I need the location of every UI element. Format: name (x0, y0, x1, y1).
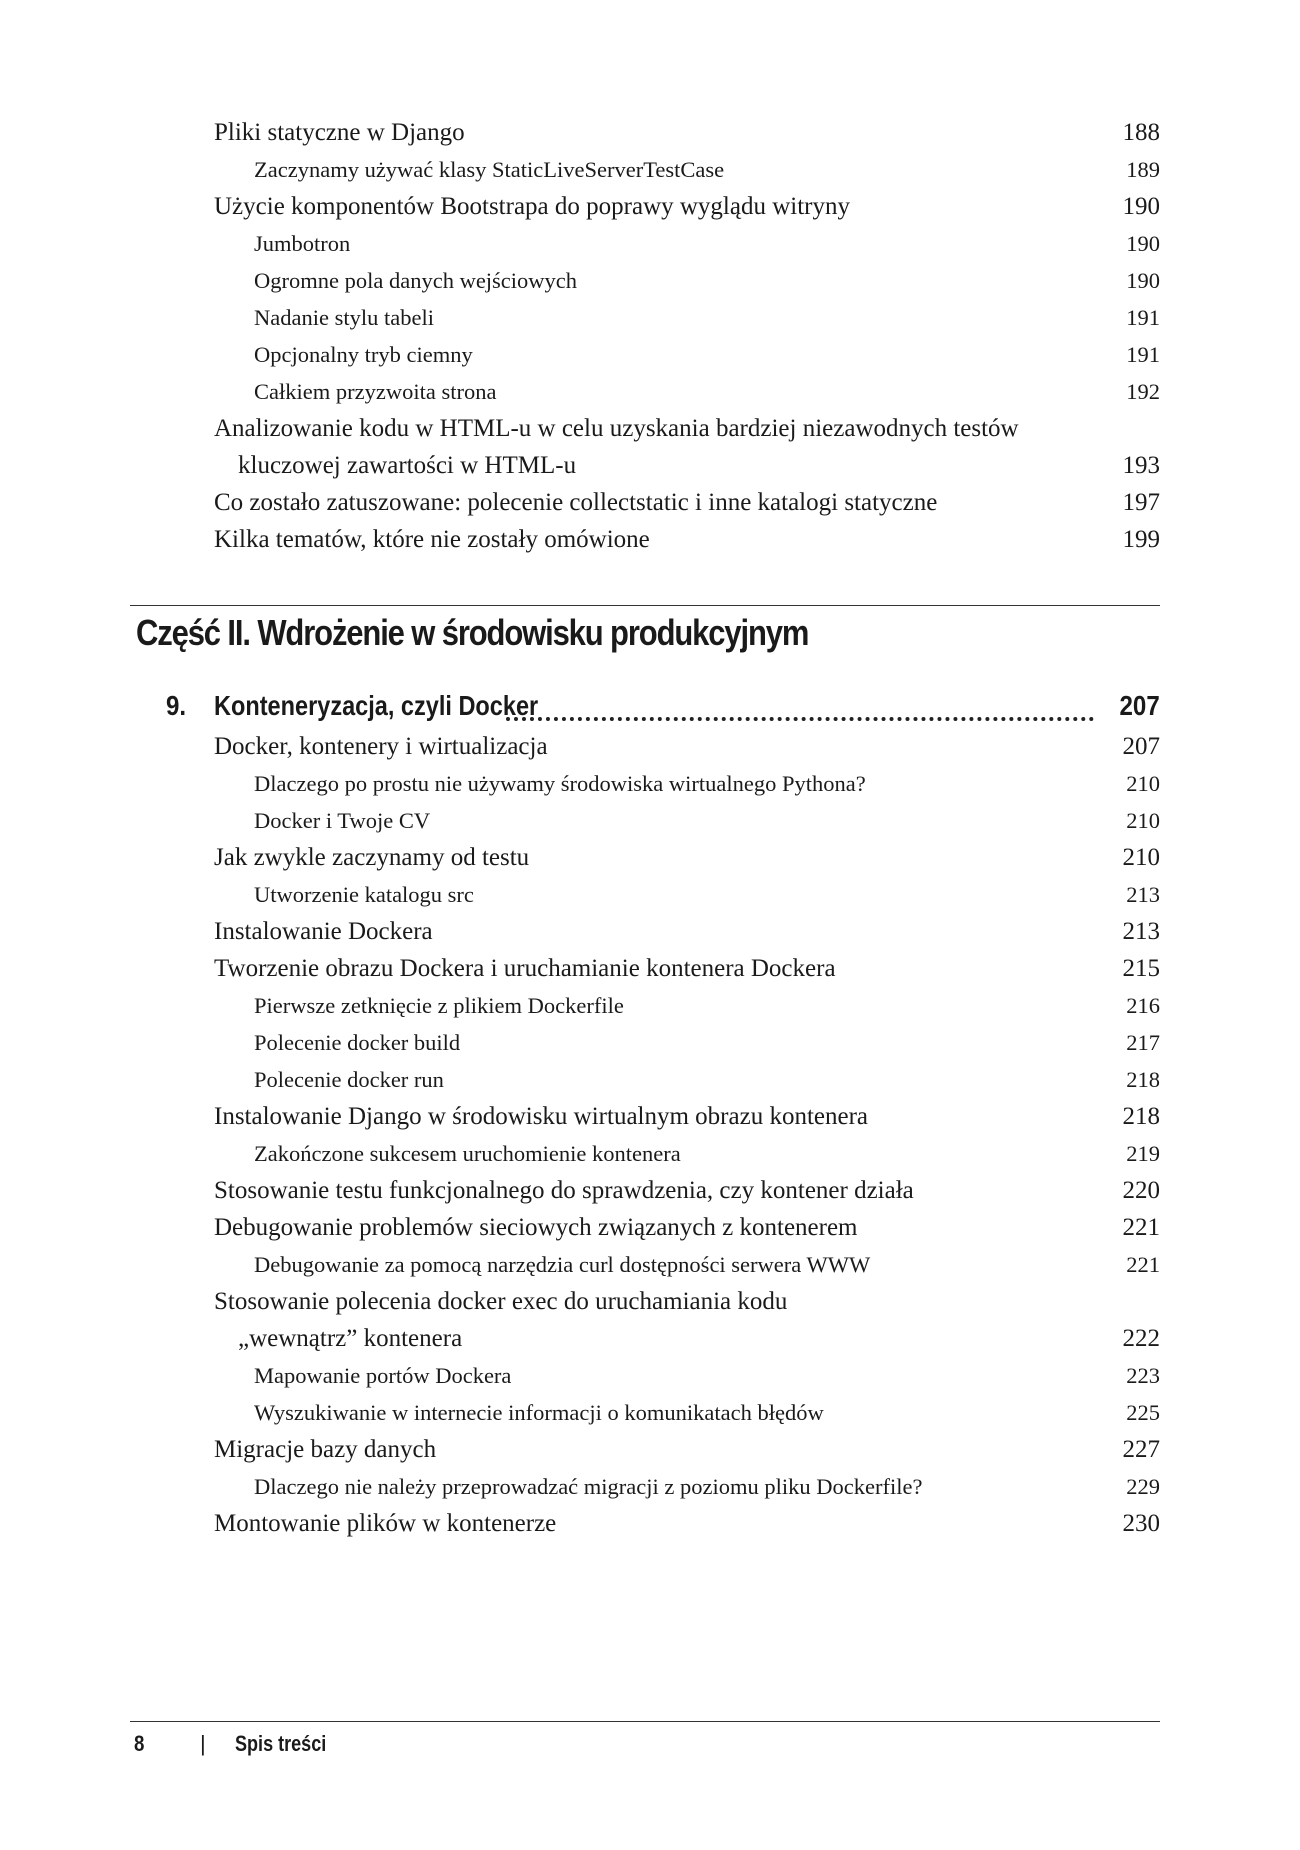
toc-entry[interactable] (214, 728, 1160, 765)
toc-entry-title: Analizowanie kodu w HTML-u w celu uzyskania bardziej niezawodnych testów (214, 415, 1019, 442)
toc-entry-title: Debugowanie problemów sieciowych związanych z kontenerem (214, 1214, 858, 1241)
toc-entry-page: 189 (1126, 157, 1160, 182)
toc-entry-title: Stosowanie polecenia docker exec do uruchamiania kodu (214, 1288, 788, 1315)
toc-entry[interactable] (214, 839, 1160, 876)
toc-entry-title: Opcjonalny tryb ciemny (254, 342, 473, 367)
toc-entry-title: Co zostało zatuszowane: polecenie collectstatic i inne katalogi statyczne (214, 489, 938, 516)
toc-entry-page: 210 (1126, 808, 1160, 833)
toc-entry-page: 197 (1122, 489, 1160, 516)
toc-entry-page: 192 (1126, 379, 1160, 404)
toc-entry-page: 191 (1126, 305, 1160, 330)
toc-entry-page: 215 (1122, 955, 1160, 982)
toc-entry-page: 210 (1126, 771, 1160, 796)
toc-entry-page: 207 (1122, 733, 1160, 760)
toc-entry[interactable] (214, 913, 1160, 950)
footer-page-number: 8 (134, 1731, 145, 1756)
toc-subentry[interactable] (214, 299, 1160, 336)
footer-rule (130, 1721, 1160, 1722)
toc-entry-page: 191 (1126, 342, 1160, 367)
footer-section-title: Spis treści (235, 1731, 327, 1756)
dot-leader (506, 717, 1094, 721)
toc-entry-page: 213 (1126, 882, 1160, 907)
toc-entry-title: Pliki statyczne w Django (214, 119, 465, 146)
toc-entry-page: 220 (1122, 1177, 1160, 1204)
toc-entry-page: 229 (1126, 1474, 1160, 1499)
toc-entry[interactable] (214, 950, 1160, 987)
toc-entry-title: Instalowanie Dockera (214, 918, 433, 945)
toc-entry-title: Ogromne pola danych wejściowych (254, 268, 578, 293)
chapter-number: 9. (166, 690, 187, 721)
toc-entry-title: Jumbotron (254, 231, 351, 256)
toc-entry-page: 221 (1126, 1252, 1160, 1277)
toc-entry-page: 188 (1122, 119, 1160, 146)
toc-entry-page: 218 (1126, 1067, 1160, 1092)
toc-entry[interactable] (214, 410, 1160, 484)
toc-entry-page: 210 (1122, 844, 1160, 871)
toc-entry-page: 218 (1122, 1103, 1160, 1130)
toc-subentry[interactable] (214, 1468, 1160, 1505)
chapter-title: Konteneryzacja, czyli Docker (214, 690, 539, 721)
toc-subentry[interactable] (214, 876, 1160, 913)
toc-subentry[interactable] (214, 225, 1160, 262)
toc-entry[interactable] (214, 1283, 1160, 1357)
toc-subentry[interactable] (214, 1135, 1160, 1172)
toc-entry[interactable] (214, 1172, 1160, 1209)
toc-entry-page: 199 (1122, 526, 1160, 553)
toc-entry-title: Migracje bazy danych (214, 1436, 437, 1463)
toc-entry-title: Stosowanie testu funkcjonalnego do sprawdzenia, czy kontener działa (214, 1177, 914, 1204)
toc-entry[interactable] (214, 1209, 1160, 1246)
toc-entry-page: 227 (1122, 1436, 1160, 1463)
toc-entry[interactable] (214, 521, 1160, 558)
chapter-page: 207 (1119, 690, 1160, 721)
toc-entry-page: 190 (1126, 231, 1160, 256)
toc-subentry[interactable] (214, 1394, 1160, 1431)
part-divider-rule (130, 605, 1160, 606)
toc-entry-page: 225 (1126, 1400, 1160, 1425)
toc-entry-page: 213 (1122, 918, 1160, 945)
toc-subentry[interactable] (214, 262, 1160, 299)
toc-subentry[interactable] (214, 1246, 1160, 1283)
toc-subentry[interactable] (214, 336, 1160, 373)
toc-entry[interactable] (214, 1098, 1160, 1135)
toc-entry-page: 222 (1122, 1325, 1160, 1352)
toc-entry-page: 223 (1126, 1363, 1160, 1388)
toc-entry-title: Polecenie docker run (254, 1067, 444, 1092)
toc-entry-page: 230 (1122, 1510, 1160, 1537)
toc-entry-title: Dlaczego po prostu nie używamy środowiska wirtualnego Pythona? (254, 771, 866, 796)
toc-entry-title: Debugowanie za pomocą narzędzia curl dostępności serwera WWW (254, 1252, 871, 1277)
toc-subentry[interactable] (214, 987, 1160, 1024)
toc-entry-title: Mapowanie portów Dockera (254, 1363, 512, 1388)
part-title: Część II. Wdrożenie w środowisku produkcyjnym (136, 612, 809, 653)
toc-subentry[interactable] (214, 151, 1160, 188)
toc-entry-title: Dlaczego nie należy przeprowadzać migracji z poziomu pliku Dockerfile? (254, 1474, 923, 1499)
toc-entry-title: Utworzenie katalogu src (254, 882, 474, 907)
toc-list-top (214, 114, 1160, 558)
toc-entry-title: Docker, kontenery i wirtualizacja (214, 733, 548, 760)
toc-entry-title: Wyszukiwanie w internecie informacji o komunikatach błędów (254, 1400, 824, 1425)
toc-list-bottom (214, 728, 1160, 1542)
toc-entry-title: Całkiem przyzwoita strona (254, 379, 497, 404)
toc-entry-title: Użycie komponentów Bootstrapa do poprawy wyglądu witryny (214, 193, 850, 220)
toc-entry-title: Pierwsze zetknięcie z plikiem Dockerfile (254, 993, 624, 1018)
toc-subentry[interactable] (214, 1357, 1160, 1394)
toc-entry-page: 221 (1122, 1214, 1160, 1241)
toc-entry-title: Nadanie stylu tabeli (254, 305, 434, 330)
toc-subentry[interactable] (214, 373, 1160, 410)
toc-entry[interactable] (214, 114, 1160, 151)
toc-subentry[interactable] (214, 1061, 1160, 1098)
toc-entry-title: Polecenie docker build (254, 1030, 461, 1055)
toc-entry-page: 219 (1126, 1141, 1160, 1166)
toc-entry-title-continued: kluczowej zawartości w HTML-u (238, 452, 577, 479)
toc-subentry[interactable] (214, 765, 1160, 802)
toc-entry-title: Tworzenie obrazu Dockera i uruchamianie kontenera Dockera (214, 955, 836, 982)
toc-entry[interactable] (214, 1505, 1160, 1542)
toc-entry-title-continued: „wewnątrz” kontenera (238, 1325, 463, 1352)
toc-subentry[interactable] (214, 1024, 1160, 1061)
toc-entry-title: Zakończone sukcesem uruchomienie kontenera (254, 1141, 681, 1166)
toc-entry-title: Montowanie plików w kontenerze (214, 1510, 557, 1537)
chapter-entry[interactable] (166, 690, 1160, 730)
page-footer (130, 1727, 1160, 1767)
toc-entry[interactable] (214, 484, 1160, 521)
toc-entry-title: Kilka tematów, które nie zostały omówione (214, 526, 650, 553)
footer-separator: | (200, 1731, 206, 1756)
toc-entry-page: 190 (1126, 268, 1160, 293)
toc-entry-title: Zaczynamy używać klasy StaticLiveServerTestCase (254, 157, 725, 182)
toc-entry-page: 190 (1122, 193, 1160, 220)
toc-entry[interactable] (214, 188, 1160, 225)
toc-entry[interactable] (214, 1431, 1160, 1468)
toc-entry-title: Instalowanie Django w środowisku wirtualnym obrazu kontenera (214, 1103, 869, 1130)
toc-subentry[interactable] (214, 802, 1160, 839)
toc-entry-page: 217 (1126, 1030, 1160, 1055)
toc-entry-page: 216 (1126, 993, 1160, 1018)
toc-entry-title: Docker i Twoje CV (254, 808, 431, 833)
toc-entry-title: Jak zwykle zaczynamy od testu (214, 844, 530, 871)
toc-entry-page: 193 (1122, 452, 1160, 479)
